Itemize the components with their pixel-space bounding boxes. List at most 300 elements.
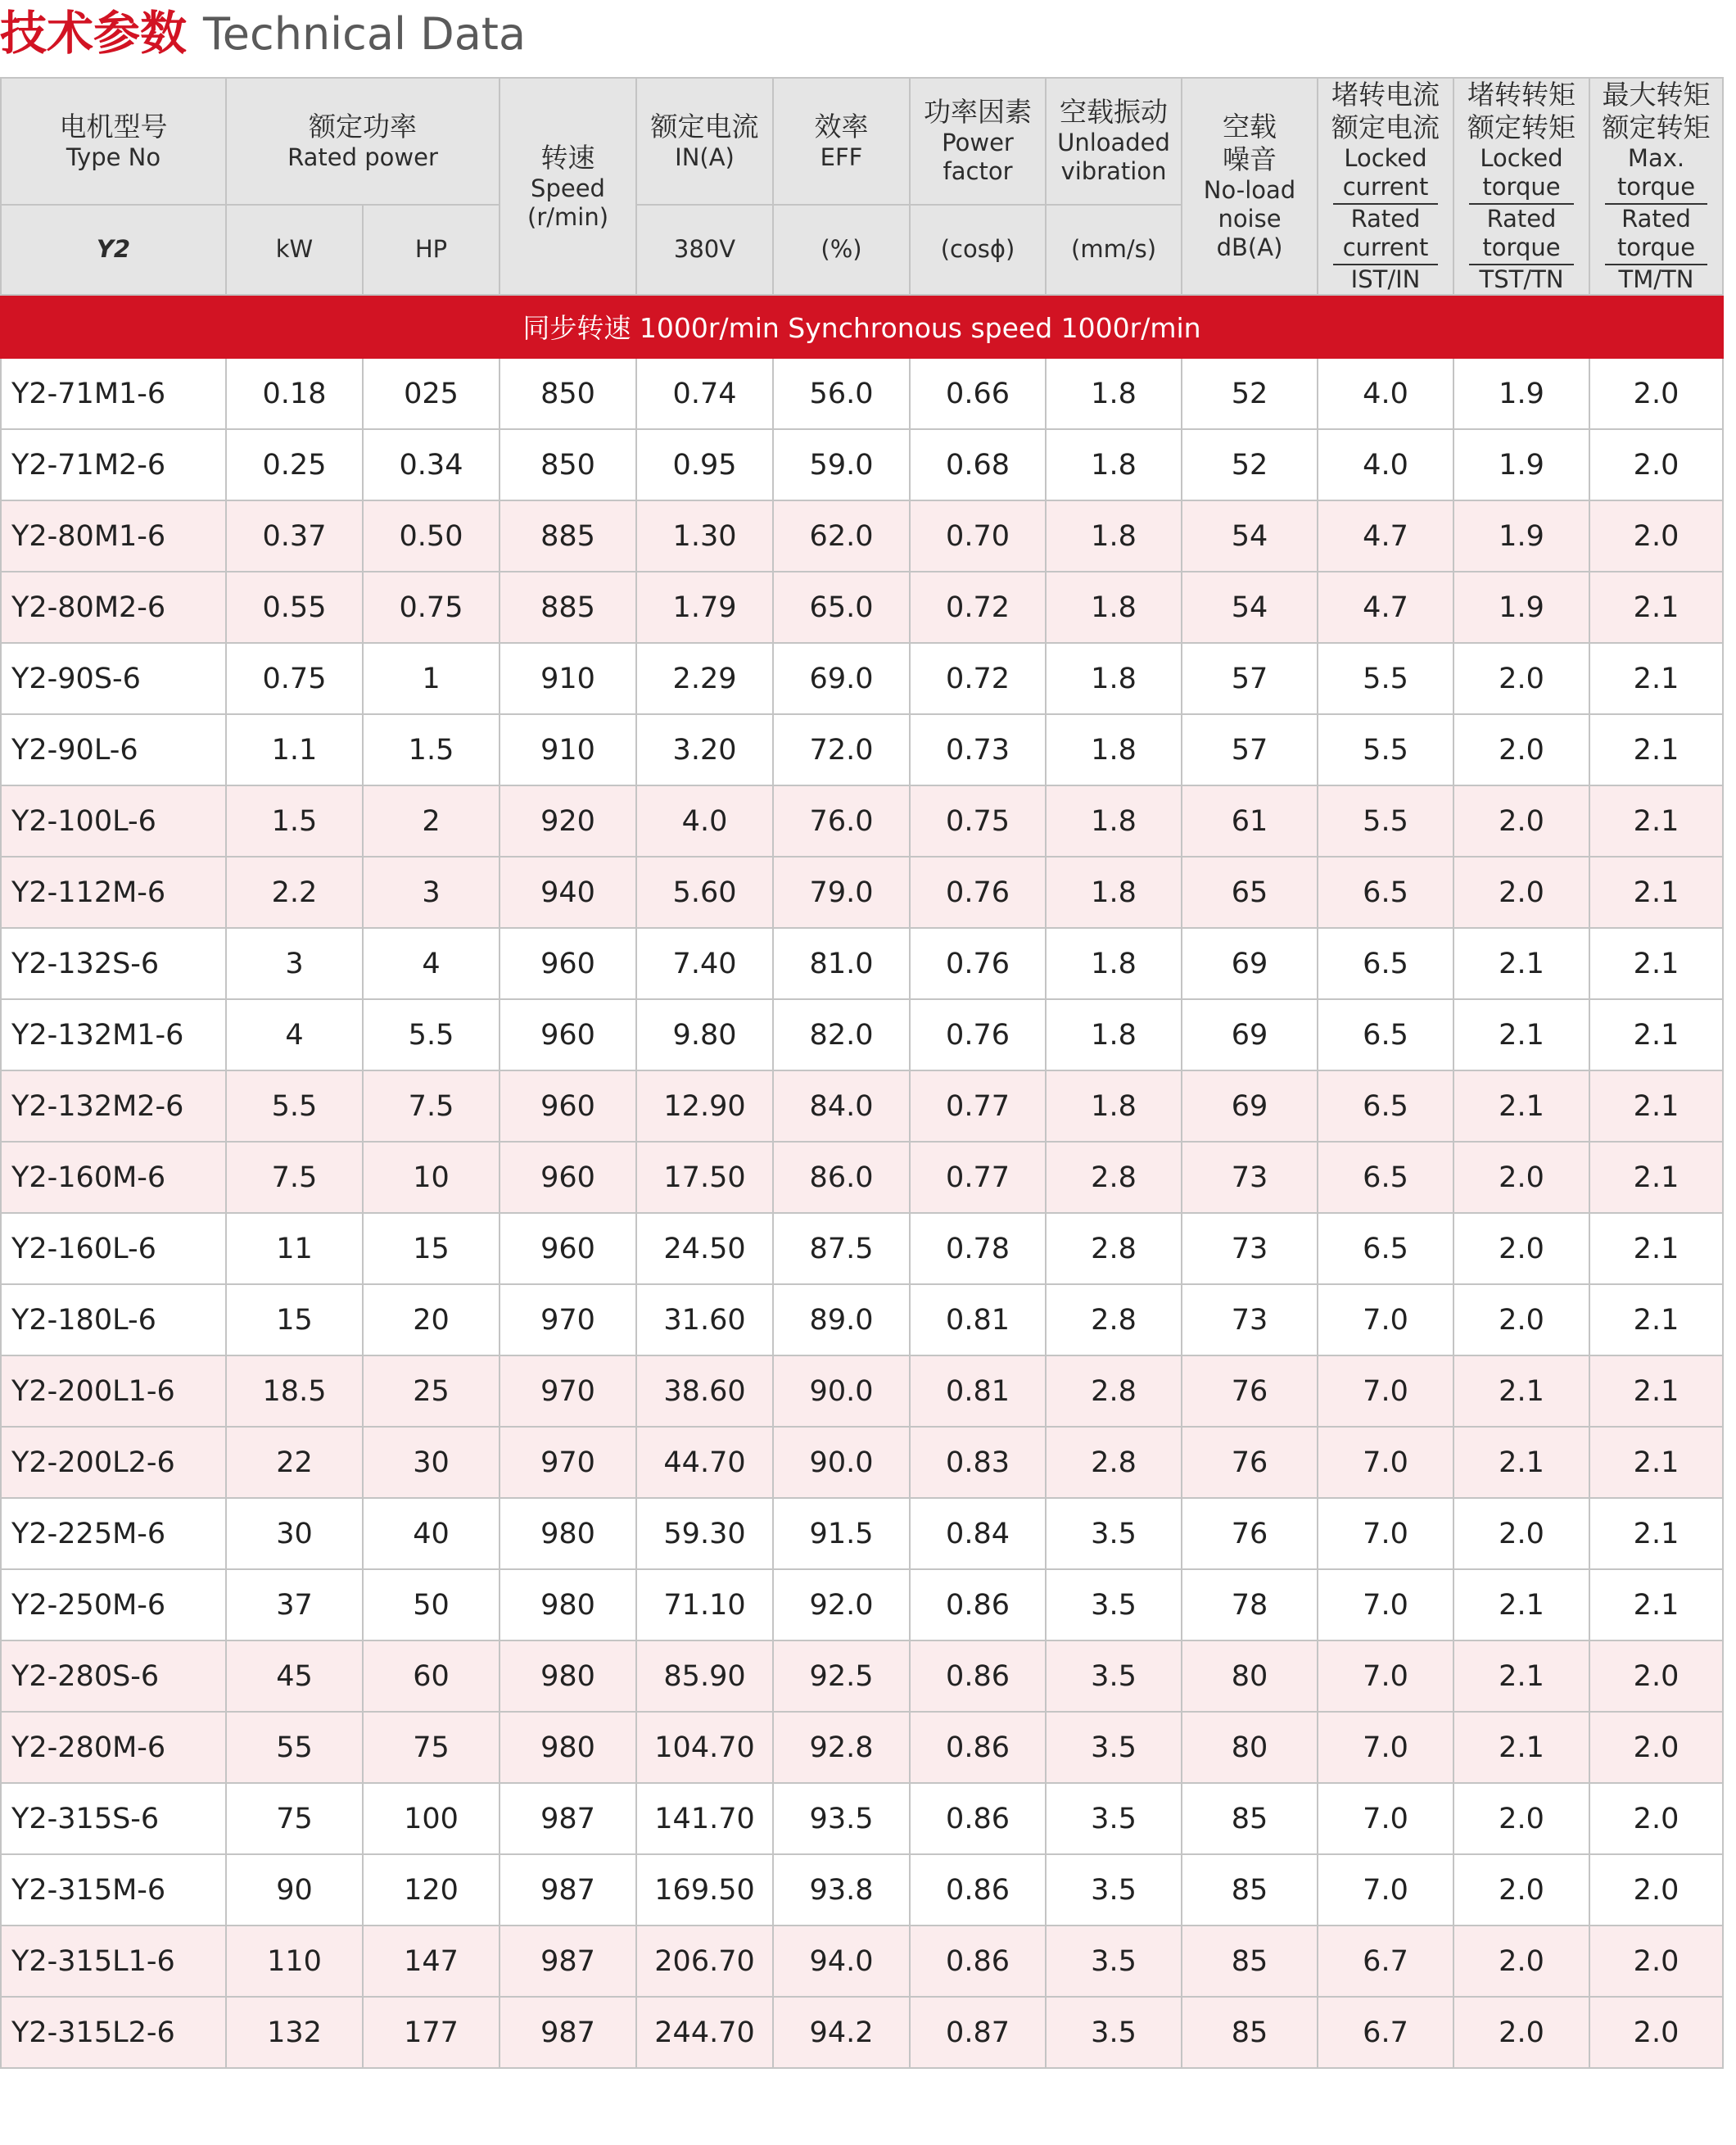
- table-cell: 6.7: [1318, 1926, 1453, 1997]
- table-cell: 0.83: [910, 1427, 1046, 1498]
- table-row: [1, 1569, 1723, 1640]
- cell-type-no: Y2-132M1-6: [1, 999, 226, 1070]
- table-cell: 1.8: [1046, 500, 1182, 572]
- table-row: [1, 1213, 1723, 1284]
- table-cell: 90: [226, 1854, 363, 1926]
- table-cell: 73: [1182, 1213, 1318, 1284]
- table-cell: 885: [500, 500, 636, 572]
- table-cell: 86.0: [773, 1142, 910, 1213]
- unit-cos: (cosϕ): [910, 205, 1046, 295]
- table-cell: 2.1: [1453, 1712, 1589, 1783]
- table-cell: 141.70: [636, 1783, 773, 1854]
- table-cell: 2.0: [1589, 500, 1723, 572]
- table-cell: 75: [226, 1783, 363, 1854]
- table-cell: 25: [363, 1355, 500, 1427]
- table-cell: 1.9: [1453, 500, 1589, 572]
- table-cell: 2.0: [1453, 1498, 1589, 1569]
- table-row: [1, 1284, 1723, 1355]
- table-cell: 3.5: [1046, 1926, 1182, 1997]
- table-cell: 69.0: [773, 643, 910, 714]
- table-cell: 244.70: [636, 1997, 773, 2068]
- table-cell: 2.1: [1589, 1498, 1723, 1569]
- table-cell: 960: [500, 1213, 636, 1284]
- table-cell: 980: [500, 1640, 636, 1712]
- table-cell: 6.7: [1318, 1997, 1453, 2068]
- table-cell: 0.18: [226, 358, 363, 429]
- table-cell: 2.1: [1453, 1569, 1589, 1640]
- table-cell: 0.86: [910, 1783, 1046, 1854]
- table-cell: 0.37: [226, 500, 363, 572]
- table-cell: 0.75: [363, 572, 500, 643]
- table-cell: 2.0: [1453, 1284, 1589, 1355]
- table-cell: 93.5: [773, 1783, 910, 1854]
- table-cell: 2.1: [1453, 1355, 1589, 1427]
- table-cell: 1.8: [1046, 928, 1182, 999]
- table-cell: 885: [500, 572, 636, 643]
- table-cell: 3.5: [1046, 1712, 1182, 1783]
- table-cell: 1.8: [1046, 572, 1182, 643]
- title-cn: 技术参数: [0, 7, 187, 61]
- table-cell: 2.8: [1046, 1355, 1182, 1427]
- table-cell: 91.5: [773, 1498, 910, 1569]
- table-cell: 38.60: [636, 1355, 773, 1427]
- table-cell: 0.86: [910, 1712, 1046, 1783]
- table-row: [1, 1712, 1723, 1783]
- table-cell: 0.86: [910, 1926, 1046, 1997]
- table-cell: 987: [500, 1997, 636, 2068]
- table-cell: 60: [363, 1640, 500, 1712]
- table-cell: 0.81: [910, 1284, 1046, 1355]
- table-cell: 7.0: [1318, 1284, 1453, 1355]
- table-cell: 2.0: [1453, 1854, 1589, 1926]
- table-cell: 1.5: [363, 714, 500, 785]
- table-cell: 0.25: [226, 429, 363, 500]
- table-cell: 0.72: [910, 643, 1046, 714]
- table-cell: 1.8: [1046, 999, 1182, 1070]
- table-cell: 94.2: [773, 1997, 910, 2068]
- table-cell: 2.0: [1589, 1712, 1723, 1783]
- unit-hp: HP: [363, 205, 500, 295]
- title-en: Technical Data: [203, 8, 527, 60]
- table-cell: 0.73: [910, 714, 1046, 785]
- cell-type-no: Y2-180L-6: [1, 1284, 226, 1355]
- table-cell: 56.0: [773, 358, 910, 429]
- table-cell: 7.0: [1318, 1854, 1453, 1926]
- table-cell: 24.50: [636, 1213, 773, 1284]
- table-cell: 78: [1182, 1569, 1318, 1640]
- table-cell: 980: [500, 1498, 636, 1569]
- table-row: [1, 429, 1723, 500]
- table-cell: 2.0: [1453, 857, 1589, 928]
- table-cell: 12.90: [636, 1070, 773, 1142]
- table-cell: 2.1: [1589, 928, 1723, 999]
- table-cell: 3.5: [1046, 1854, 1182, 1926]
- cell-type-no: Y2-200L1-6: [1, 1355, 226, 1427]
- table-cell: 2: [363, 785, 500, 857]
- table-cell: 0.95: [636, 429, 773, 500]
- table-cell: 81.0: [773, 928, 910, 999]
- table-cell: 2.0: [1453, 1213, 1589, 1284]
- table-cell: 4.0: [636, 785, 773, 857]
- table-cell: 4: [226, 999, 363, 1070]
- table-cell: 2.8: [1046, 1213, 1182, 1284]
- table-row: [1, 1355, 1723, 1427]
- table-cell: 4.0: [1318, 429, 1453, 500]
- header-locked-current: 堵转电流 额定电流 Locked current Rated current IST/IN: [1318, 78, 1453, 295]
- table-cell: 7.5: [226, 1142, 363, 1213]
- table-cell: 79.0: [773, 857, 910, 928]
- table-cell: 1.8: [1046, 1070, 1182, 1142]
- header-row-1: [1, 78, 1723, 205]
- cell-type-no: Y2-80M2-6: [1, 572, 226, 643]
- table-cell: 2.1: [1589, 1427, 1723, 1498]
- table-cell: 1.8: [1046, 429, 1182, 500]
- table-cell: 76.0: [773, 785, 910, 857]
- table-cell: 960: [500, 1142, 636, 1213]
- table-cell: 1.9: [1453, 358, 1589, 429]
- table-cell: 7.0: [1318, 1640, 1453, 1712]
- header-locked-torque: 堵转转矩 额定转矩 Locked torque Rated torque TST/TN: [1453, 78, 1589, 295]
- table-cell: 82.0: [773, 999, 910, 1070]
- table-cell: 6.5: [1318, 999, 1453, 1070]
- table-cell: 025: [363, 358, 500, 429]
- table-cell: 2.0: [1589, 1997, 1723, 2068]
- table-cell: 0.34: [363, 429, 500, 500]
- table-cell: 3: [363, 857, 500, 928]
- table-cell: 84.0: [773, 1070, 910, 1142]
- table-cell: 59.30: [636, 1498, 773, 1569]
- table-cell: 4.7: [1318, 500, 1453, 572]
- section-row: [1, 295, 1723, 358]
- table-cell: 5.5: [1318, 785, 1453, 857]
- table-row: [1, 358, 1723, 429]
- cell-type-no: Y2-225M-6: [1, 1498, 226, 1569]
- table-cell: 2.1: [1589, 714, 1723, 785]
- table-cell: 4.0: [1318, 358, 1453, 429]
- table-cell: 910: [500, 643, 636, 714]
- table-cell: 92.5: [773, 1640, 910, 1712]
- unit-kw: kW: [226, 205, 363, 295]
- cell-type-no: Y2-315M-6: [1, 1854, 226, 1926]
- table-cell: 1.8: [1046, 714, 1182, 785]
- cell-type-no: Y2-90S-6: [1, 643, 226, 714]
- table-cell: 3.5: [1046, 1569, 1182, 1640]
- table-cell: 3.5: [1046, 1783, 1182, 1854]
- table-cell: 169.50: [636, 1854, 773, 1926]
- table-cell: 5.60: [636, 857, 773, 928]
- table-cell: 10: [363, 1142, 500, 1213]
- table-cell: 0.87: [910, 1997, 1046, 2068]
- table-cell: 0.70: [910, 500, 1046, 572]
- table-cell: 2.1: [1589, 1213, 1723, 1284]
- table-cell: 2.0: [1453, 643, 1589, 714]
- table-cell: 3.20: [636, 714, 773, 785]
- table-cell: 0.68: [910, 429, 1046, 500]
- table-cell: 2.8: [1046, 1142, 1182, 1213]
- table-cell: 2.0: [1453, 1926, 1589, 1997]
- table-cell: 30: [226, 1498, 363, 1569]
- table-cell: 73: [1182, 1142, 1318, 1213]
- table-row: [1, 928, 1723, 999]
- table-cell: 0.77: [910, 1142, 1046, 1213]
- table-cell: 2.0: [1589, 358, 1723, 429]
- table-cell: 85: [1182, 1854, 1318, 1926]
- table-cell: 92.8: [773, 1712, 910, 1783]
- table-cell: 2.1: [1589, 1569, 1723, 1640]
- table-cell: 2.0: [1589, 1783, 1723, 1854]
- table-cell: 0.81: [910, 1355, 1046, 1427]
- table-cell: 54: [1182, 500, 1318, 572]
- table-cell: 0.55: [226, 572, 363, 643]
- cell-type-no: Y2-250M-6: [1, 1569, 226, 1640]
- table-cell: 3.5: [1046, 1640, 1182, 1712]
- table-cell: 55: [226, 1712, 363, 1783]
- table-cell: 2.0: [1589, 429, 1723, 500]
- table-cell: 1.8: [1046, 785, 1182, 857]
- table-cell: 11: [226, 1213, 363, 1284]
- table-cell: 987: [500, 1854, 636, 1926]
- table-cell: 62.0: [773, 500, 910, 572]
- table-cell: 9.80: [636, 999, 773, 1070]
- section-label: 同步转速 1000r/min Synchronous speed 1000r/min: [1, 295, 1723, 358]
- cell-type-no: Y2-132M2-6: [1, 1070, 226, 1142]
- table-cell: 71.10: [636, 1569, 773, 1640]
- table-row: [1, 1854, 1723, 1926]
- cell-type-no: Y2-160M-6: [1, 1142, 226, 1213]
- header-vibration: 空载振动 Unloaded vibration: [1046, 78, 1182, 205]
- table-cell: 1.79: [636, 572, 773, 643]
- table-cell: 7.0: [1318, 1712, 1453, 1783]
- table-cell: 30: [363, 1427, 500, 1498]
- header-max-torque: 最大转矩 额定转矩 Max. torque Rated torque TM/TN: [1589, 78, 1723, 295]
- table-cell: 2.1: [1453, 1427, 1589, 1498]
- table-cell: 45: [226, 1640, 363, 1712]
- table-row: [1, 643, 1723, 714]
- table-cell: 6.5: [1318, 857, 1453, 928]
- table-cell: 90.0: [773, 1355, 910, 1427]
- table-cell: 0.78: [910, 1213, 1046, 1284]
- table-cell: 0.72: [910, 572, 1046, 643]
- table-cell: 960: [500, 1070, 636, 1142]
- table-row: [1, 1926, 1723, 1997]
- table-cell: 2.1: [1589, 999, 1723, 1070]
- cell-type-no: Y2-315S-6: [1, 1783, 226, 1854]
- technical-data-table: [0, 77, 1722, 2069]
- table-cell: 40: [363, 1498, 500, 1569]
- table-cell: 7.0: [1318, 1569, 1453, 1640]
- table-row: [1, 857, 1723, 928]
- table-cell: 76: [1182, 1498, 1318, 1569]
- table-cell: 2.0: [1453, 714, 1589, 785]
- table-row: [1, 1142, 1723, 1213]
- cell-type-no: Y2-200L2-6: [1, 1427, 226, 1498]
- table-row: [1, 1070, 1723, 1142]
- table-cell: 0.76: [910, 928, 1046, 999]
- table-cell: 2.0: [1589, 1854, 1723, 1926]
- table-cell: 94.0: [773, 1926, 910, 1997]
- table-cell: 987: [500, 1926, 636, 1997]
- table-cell: 90.0: [773, 1427, 910, 1498]
- table-cell: 920: [500, 785, 636, 857]
- table-cell: 850: [500, 429, 636, 500]
- cell-type-no: Y2-280M-6: [1, 1712, 226, 1783]
- table-cell: 20: [363, 1284, 500, 1355]
- table-cell: 100: [363, 1783, 500, 1854]
- table-cell: 0.50: [363, 500, 500, 572]
- table-cell: 2.0: [1453, 1783, 1589, 1854]
- table-cell: 3.5: [1046, 1997, 1182, 2068]
- table-cell: 910: [500, 714, 636, 785]
- table-cell: 0.77: [910, 1070, 1046, 1142]
- table-cell: 6.5: [1318, 1070, 1453, 1142]
- table-cell: 85: [1182, 1926, 1318, 1997]
- table-cell: 1.9: [1453, 572, 1589, 643]
- table-row: [1, 500, 1723, 572]
- table-cell: 2.0: [1453, 1142, 1589, 1213]
- table-cell: 65: [1182, 857, 1318, 928]
- header-type-no: 电机型号 Type No: [1, 78, 226, 205]
- table-cell: 2.1: [1453, 928, 1589, 999]
- table-cell: 6.5: [1318, 1213, 1453, 1284]
- table-cell: 2.1: [1589, 1142, 1723, 1213]
- table-cell: 960: [500, 928, 636, 999]
- table-cell: 76: [1182, 1355, 1318, 1427]
- table-cell: 93.8: [773, 1854, 910, 1926]
- table-cell: 110: [226, 1926, 363, 1997]
- cell-type-no: Y2-112M-6: [1, 857, 226, 928]
- table-cell: 147: [363, 1926, 500, 1997]
- cell-type-no: Y2-71M2-6: [1, 429, 226, 500]
- table-cell: 3: [226, 928, 363, 999]
- table-cell: 1.8: [1046, 643, 1182, 714]
- table-cell: 69: [1182, 999, 1318, 1070]
- table-cell: 2.1: [1453, 1070, 1589, 1142]
- cell-type-no: Y2-132S-6: [1, 928, 226, 999]
- table-row: [1, 1783, 1723, 1854]
- table-cell: 1.8: [1046, 358, 1182, 429]
- table-cell: 2.1: [1589, 572, 1723, 643]
- table-cell: 980: [500, 1712, 636, 1783]
- table-cell: 0.84: [910, 1498, 1046, 1569]
- table-cell: 52: [1182, 429, 1318, 500]
- table-cell: 987: [500, 1783, 636, 1854]
- table-cell: 5.5: [1318, 643, 1453, 714]
- table-cell: 85.90: [636, 1640, 773, 1712]
- table-cell: 177: [363, 1997, 500, 2068]
- table-cell: 970: [500, 1355, 636, 1427]
- table-cell: 87.5: [773, 1213, 910, 1284]
- table-cell: 73: [1182, 1284, 1318, 1355]
- table-cell: 2.1: [1589, 1355, 1723, 1427]
- table-cell: 0.66: [910, 358, 1046, 429]
- table-cell: 0.86: [910, 1854, 1046, 1926]
- header-speed: 转速 Speed (r/min): [500, 78, 636, 295]
- table-cell: 0.86: [910, 1640, 1046, 1712]
- table-cell: 85: [1182, 1783, 1318, 1854]
- table-cell: 2.0: [1589, 1640, 1723, 1712]
- header-current: 额定电流 IN(A): [636, 78, 773, 205]
- table-cell: 980: [500, 1569, 636, 1640]
- table-cell: 2.1: [1453, 1640, 1589, 1712]
- table-cell: 2.0: [1589, 1926, 1723, 1997]
- table-cell: 2.8: [1046, 1284, 1182, 1355]
- table-cell: 6.5: [1318, 1142, 1453, 1213]
- table-cell: 59.0: [773, 429, 910, 500]
- table-cell: 2.1: [1589, 643, 1723, 714]
- table-cell: 2.1: [1589, 857, 1723, 928]
- table-row: [1, 714, 1723, 785]
- table-row: [1, 572, 1723, 643]
- table-cell: 132: [226, 1997, 363, 2068]
- table-cell: 970: [500, 1284, 636, 1355]
- table-cell: 1.9: [1453, 429, 1589, 500]
- table-row: [1, 1997, 1723, 2068]
- table-cell: 15: [363, 1213, 500, 1284]
- table-cell: 0.86: [910, 1569, 1046, 1640]
- table-cell: 2.0: [1453, 785, 1589, 857]
- table-cell: 7.0: [1318, 1427, 1453, 1498]
- table-cell: 5.5: [1318, 714, 1453, 785]
- table-cell: 7.40: [636, 928, 773, 999]
- table-cell: 7.5: [363, 1070, 500, 1142]
- table-cell: 80: [1182, 1712, 1318, 1783]
- header-power-factor: 功率因素 Power factor: [910, 78, 1046, 205]
- table-cell: 92.0: [773, 1569, 910, 1640]
- unit-eff: (%): [773, 205, 910, 295]
- table-cell: 69: [1182, 928, 1318, 999]
- table-cell: 2.0: [1453, 1997, 1589, 2068]
- table-cell: 1.5: [226, 785, 363, 857]
- table-cell: 1: [363, 643, 500, 714]
- unit-vibration: (mm/s): [1046, 205, 1182, 295]
- table-cell: 72.0: [773, 714, 910, 785]
- table-cell: 18.5: [226, 1355, 363, 1427]
- table-cell: 2.1: [1589, 1284, 1723, 1355]
- table-cell: 75: [363, 1712, 500, 1783]
- table-cell: 1.30: [636, 500, 773, 572]
- table-cell: 2.1: [1589, 1070, 1723, 1142]
- table-cell: 52: [1182, 358, 1318, 429]
- cell-type-no: Y2-160L-6: [1, 1213, 226, 1284]
- table-cell: 57: [1182, 714, 1318, 785]
- table-cell: 54: [1182, 572, 1318, 643]
- cell-type-no: Y2-315L2-6: [1, 1997, 226, 2068]
- table-cell: 15: [226, 1284, 363, 1355]
- table-cell: 104.70: [636, 1712, 773, 1783]
- table-cell: 2.29: [636, 643, 773, 714]
- table-cell: 31.60: [636, 1284, 773, 1355]
- table-cell: 85: [1182, 1997, 1318, 2068]
- table-cell: 5.5: [226, 1070, 363, 1142]
- table-cell: 2.2: [226, 857, 363, 928]
- table-cell: 0.76: [910, 999, 1046, 1070]
- table-cell: 22: [226, 1427, 363, 1498]
- table-cell: 1.1: [226, 714, 363, 785]
- table-cell: 2.1: [1453, 999, 1589, 1070]
- table-cell: 7.0: [1318, 1783, 1453, 1854]
- table-cell: 0.75: [910, 785, 1046, 857]
- cell-type-no: Y2-315L1-6: [1, 1926, 226, 1997]
- header-eff: 效率 EFF: [773, 78, 910, 205]
- cell-type-no: Y2-90L-6: [1, 714, 226, 785]
- table-cell: 44.70: [636, 1427, 773, 1498]
- table-cell: 76: [1182, 1427, 1318, 1498]
- table-cell: 0.75: [226, 643, 363, 714]
- table-cell: 0.74: [636, 358, 773, 429]
- cell-type-no: Y2-100L-6: [1, 785, 226, 857]
- table-cell: 37: [226, 1569, 363, 1640]
- table-cell: 80: [1182, 1640, 1318, 1712]
